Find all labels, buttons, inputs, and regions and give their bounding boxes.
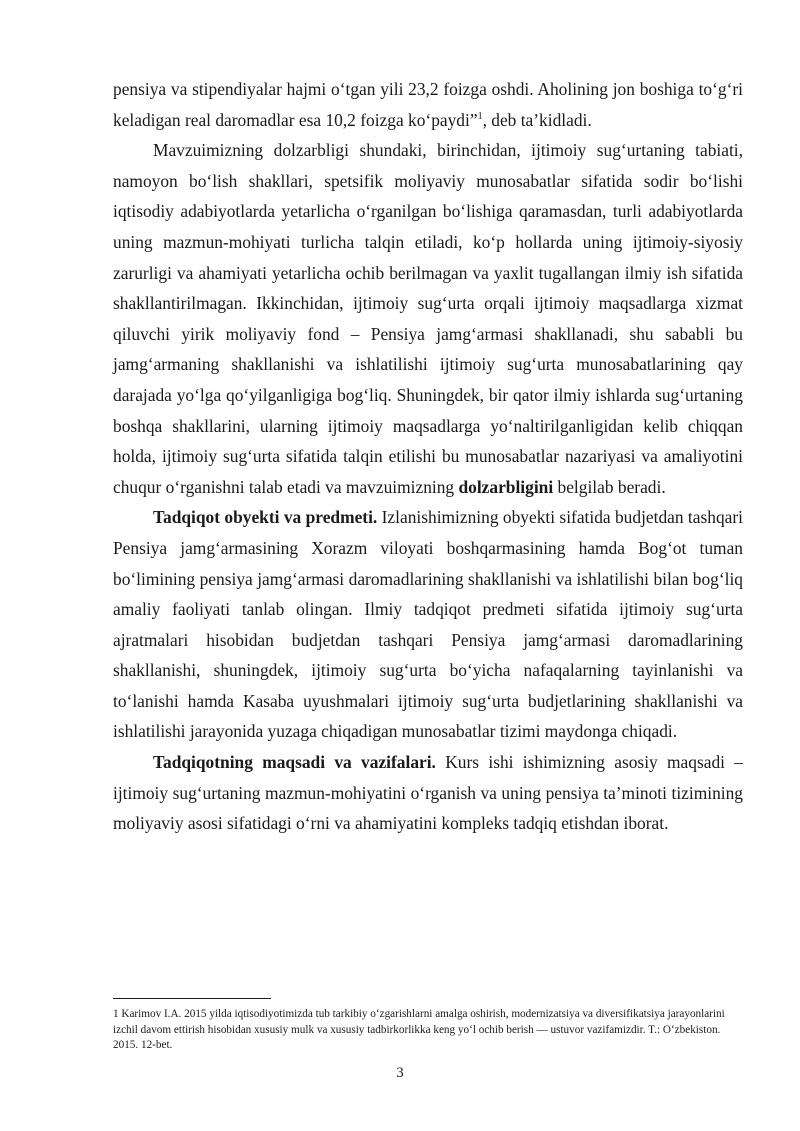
paragraph-intro-continuation — [113, 74, 743, 135]
paragraph-heading: Tadqiqot obyekti va predmeti. — [153, 507, 378, 528]
paragraph-text: pensiya va stipendiyalar hajmi o‘tgan yili 23,2 foizga oshdi. Aholining jon boshiga to‘g‘ri keladigan real daromadlar esa 10,2 foizga ko‘paydi” — [113, 79, 743, 130]
paragraph-text: Mavzuimizning dolzarbligi shundaki, birinchidan, ijtimoiy sug‘urtaning tabiati, namoyon bo‘lish shakllari, spetsifik moliyaviy munosabatlar sifatida sodir bo‘lishi iqtisodiy adabiyotlarda yetarlicha o‘rganilgan bo‘lishiga qaramasdan, turli adabiyotlarda uning mazmun-mohiyati turlicha talqin etiladi, ko‘p hollarda uning ijtimoiy-siyosiy zarurligi va ahamiyati yetarlicha ochib berilmagan va yaxlit tugallangan ilmiy ish sifatida shakllantirilmagan. Ikkinchidan, ijtimoiy sug‘urta orqali ijtimoiy maqsadlarga xizmat qiluvchi yirik moliyaviy fond – Pensiya jamg‘armasi shakllanadi, shu sababli bu jamg‘armaning shakllanishi va ishlatilishi ijtimoiy sug‘urta munosabatlarining qay darajada yo‘lga qo‘yilganligiga bog‘liq. Shuningdek, bir qator ilmiy ishlarda sug‘urtaning boshqa shakllarini, ularning ijtimoiy maqsadlarga yo‘naltirilganligidan kelib chiqqan holda, ijtimoiy sug‘urta sifatida talqin etilishi bu munosabatlar nazariyasi va amaliyotini chuqur o‘rganishni talab etadi va mavzuimizning — [113, 140, 743, 497]
paragraph-relevance — [113, 135, 743, 502]
emphasis-relevance: dolzarbligini — [458, 476, 554, 497]
page-number: 3 — [396, 1065, 404, 1081]
paragraph-text-after: , deb ta’kidladi. — [482, 109, 592, 130]
footnote-divider — [113, 998, 271, 999]
paragraph-heading: Tadqiqotning maqsadi va vazifalari. — [153, 752, 436, 773]
paragraph-text: Kurs ishi ishimizning asosiy maqsadi – ijtimoiy sug‘urtaning mazmun-mohiyatini o‘rganish va uning pensiya ta’minoti tizimining moliyaviy asosi sifatidagi o‘rni va ahamiyatini kompleks tadqiq etishdan iborat. — [113, 752, 743, 834]
footnote-reference[interactable]: 1 — [477, 110, 483, 122]
paragraph-goals-tasks — [113, 747, 743, 839]
footnote: 1 Karimov I.A. 2015 yilda iqtisodiyotimizda tub tarkibiy o‘zgarishlarni amalga oshirish, modernizatsiya va diversifikatsiya jarayonlarini izchil davom ettirish hisobidan xususiy mulk va xususiy tadbirkorlikka keng yo‘l ochib berish — ustuvor vazifamizdir. T.: O‘zbekiston. 2015. 12-bet. — [113, 1008, 725, 1051]
paragraph-text-after: belgilab beradi. — [553, 476, 666, 497]
paragraph-object-subject — [113, 502, 743, 747]
page-body — [113, 74, 743, 839]
paragraph-text: Izlanishimizning obyekti sifatida budjetdan tashqari Pensiya jamg‘armasining Xorazm viloyati boshqarmasining hamda Bog‘ot tuman bo‘limining pensiya jamg‘armasi daromadlarining shakllanishi va ishlatilishi bilan bog‘liq amaliy faoliyati tanlab olingan. Ilmiy tadqiqot predmeti sifatida ijtimoiy sug‘urta ajratmalari hisobidan budjetdan tashqari Pensiya jamg‘armasi daromadlarining shakllanishi, shuningdek, ijtimoiy sug‘urta bo‘yicha nafaqalarning tayinlanishi va to‘lanishi hamda Kasaba uyushmalari ijtimoiy sug‘urta budjetlarining shakllanishi va ishlatilishi jarayonida yuzaga chiqadigan munosabatlar tizimi maydonga chiqadi. — [113, 507, 743, 742]
